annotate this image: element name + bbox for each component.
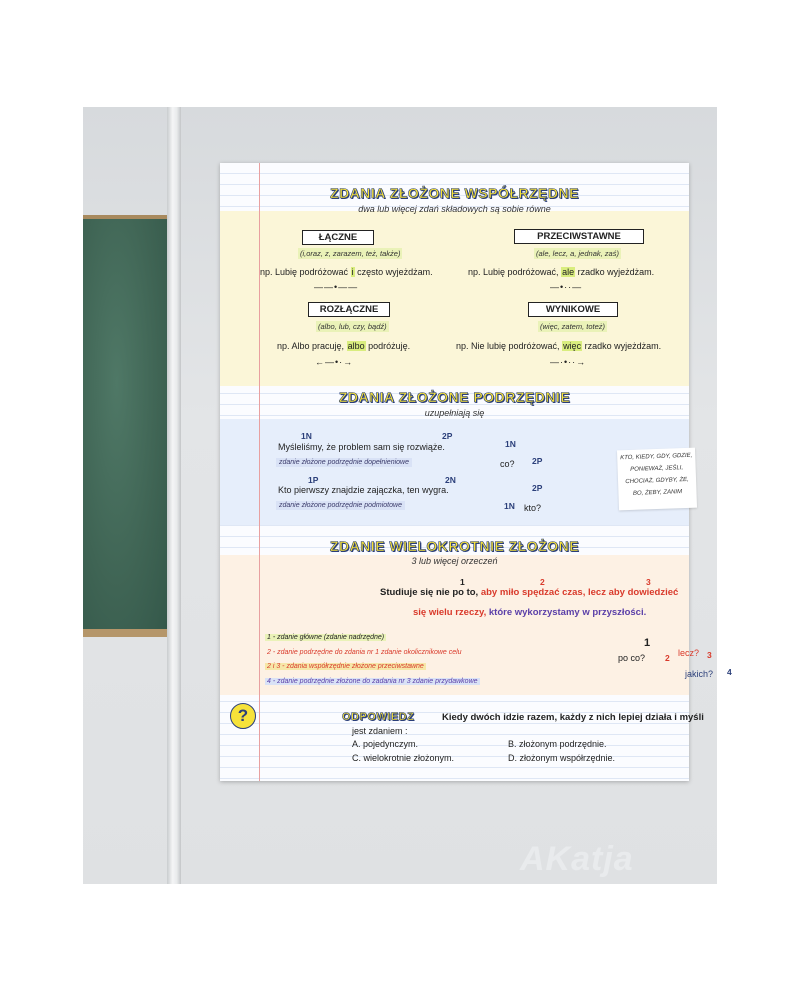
- legend-item-3: 2 i 3 - zdania współrzędnie złożone przeciwstawne: [267, 663, 424, 670]
- margin-line: [259, 163, 260, 781]
- ex2-diagram-bottom: 1N: [504, 501, 515, 511]
- przeciwstawne-hint: (ale, lecz, a, jednak, zaś): [536, 249, 619, 258]
- ex1-n2: 2P: [442, 431, 453, 441]
- question-mark-icon: ?: [230, 703, 256, 729]
- section-2-subtitle: uzupełniają się: [424, 408, 485, 418]
- example-text: np. Lubię podróżować,: [468, 267, 562, 277]
- ex2-n2: 2N: [445, 475, 456, 485]
- laczne-hint: (i,oraz, z, zarazem, też, także): [300, 249, 401, 258]
- legend-item-1: 1 - zdanie główne (zdanie nadrzędne): [267, 634, 385, 641]
- example-text: podróżuję.: [365, 341, 411, 351]
- chalkboard: [83, 219, 167, 629]
- diagram-question-1: po co?: [618, 653, 646, 663]
- diagram-lecz: lecz?: [678, 648, 700, 658]
- answer-c: C. wielokrotnie złożonym.: [352, 753, 455, 763]
- clause-number-1: 1: [460, 577, 465, 587]
- example-text: rzadko wyjeżdżam.: [575, 267, 655, 277]
- example-text: np. Lubię podróżować: [260, 267, 351, 277]
- ex1-diagram-question: co?: [500, 459, 515, 469]
- conjunction-note: [617, 448, 697, 511]
- ex2-tag: zdanie złożone podrzędnie podmiotowe: [276, 501, 405, 510]
- clause-3-cont: się wielu rzeczy,: [413, 607, 489, 618]
- conjunction: i: [351, 267, 354, 277]
- laczne-example: [260, 267, 433, 277]
- chalkboard-ledge: [83, 629, 173, 637]
- answer-d: D. złożonym współrzędnie.: [508, 753, 616, 763]
- ex1-diagram-bottom: 2P: [532, 456, 543, 466]
- room-background: [83, 107, 732, 884]
- diagram-question-2: jakich?: [685, 669, 714, 679]
- diagram-two: 2: [665, 653, 670, 663]
- wynikowe-hint: (więc, zatem, toteż): [540, 322, 606, 331]
- answer-a: A. pojedynczym.: [352, 739, 419, 749]
- diagram-one: 1: [644, 637, 651, 649]
- example-text: rzadko wyjeżdżam.: [582, 341, 662, 351]
- przeciwstawne-box: PRZECIWSTAWNE: [514, 229, 644, 244]
- przeciwstawne-arrow: —•··—: [550, 282, 583, 292]
- section-2-title: ZDANIA ZŁOŻONE PODRZĘDNIE: [338, 389, 571, 405]
- diagram-four: 4: [727, 667, 732, 677]
- laczne-arrow: ——•——: [314, 282, 359, 292]
- ex1-sentence: Myśleliśmy, że problem sam się rozwiąże.: [278, 442, 445, 452]
- laczne-box: ŁĄCZNE: [302, 230, 374, 245]
- rozlaczne-hint: (albo, lub, czy, bądź): [318, 322, 387, 331]
- example-text: często wyjeżdżam.: [354, 267, 433, 277]
- ex2-diagram-question: kto?: [524, 503, 542, 513]
- clause-4: które wykorzystamy w przyszłości.: [488, 607, 647, 618]
- clause-number-2: 2: [540, 577, 545, 587]
- wynikowe-example: [456, 341, 661, 351]
- poster: [220, 163, 732, 781]
- diagram-three: 3: [707, 650, 712, 660]
- wynikowe-box: WYNIKOWE: [528, 302, 618, 317]
- conjunction: ale: [562, 267, 575, 277]
- section-3-title: ZDANIE WIELOKROTNIE ZŁOŻONE: [329, 538, 580, 554]
- quiz-question: Kiedy dwóch idzie razem, każdy z nich lepiej działa i myśli: [442, 712, 704, 723]
- section-compound-band: [220, 555, 689, 695]
- answer-b: B. złożonym podrzędnie.: [508, 739, 607, 749]
- conjunction: więc: [563, 341, 582, 351]
- ex1-n1: 1N: [301, 431, 312, 441]
- quiz-label: ODPOWIEDZ: [342, 711, 415, 723]
- legend-item-4: 4 - zdanie podrzędnie złożone do zadania nr 3 zdanie przydawkowe: [267, 678, 478, 685]
- ex1-tag: zdanie złożone podrzędnie dopełnieniowe: [276, 458, 412, 467]
- note-line: KTO, KIEDY, GDY, GDZIE,: [620, 452, 693, 462]
- clause-1: Studiuje się nie po to,: [380, 587, 481, 598]
- section-3-subtitle: 3 lub więcej orzeczeń: [411, 556, 498, 566]
- note-line: PONIEWAŻ, JEŚLI,: [630, 465, 684, 473]
- compound-sentence-line-1: [380, 587, 678, 598]
- ex2-diagram-top: 2P: [532, 483, 543, 493]
- przeciwstawne-example: [468, 267, 654, 277]
- rozlaczne-arrow: ←—•·→: [315, 357, 354, 367]
- watermark-logo: AKatja: [520, 840, 634, 878]
- ex2-sentence: Kto pierwszy znajdzie zajączka, ten wygra.: [278, 485, 449, 495]
- note-line: CHOCIAŻ, GDYBY, ŻE,: [625, 476, 689, 486]
- clause-3: lecz aby dowiedzieć: [588, 587, 679, 598]
- section-1-title: ZDANIA ZŁOŻONE WSPÓŁRZĘDNE: [330, 185, 579, 201]
- rozlaczne-example: [277, 341, 410, 351]
- ex1-diagram-top: 1N: [505, 439, 516, 449]
- wall-pillar: [167, 107, 181, 884]
- clause-2: aby miło spędzać czas,: [480, 587, 588, 598]
- quiz-stem: jest zdaniem :: [352, 726, 408, 736]
- legend-item-2: 2 - zdanie podrzędne do zdania nr 1 zdanie okolicznikowe celu: [267, 649, 462, 656]
- compound-sentence-line-2: [413, 607, 646, 618]
- ex2-n1: 1P: [308, 475, 319, 485]
- example-text: np. Nie lubię podróżować,: [456, 341, 563, 351]
- wynikowe-arrow: —·•··→: [550, 357, 587, 367]
- conjunction: albo: [347, 341, 365, 351]
- section-1-subtitle: dwa lub więcej zdań składowych są sobie równe: [358, 204, 551, 214]
- rozlaczne-box: ROZŁĄCZNE: [308, 302, 390, 317]
- note-line: BO, ŻEBY, ZANIM: [632, 489, 683, 497]
- example-text: np. Albo pracuję,: [277, 341, 347, 351]
- clause-number-3: 3: [646, 577, 651, 587]
